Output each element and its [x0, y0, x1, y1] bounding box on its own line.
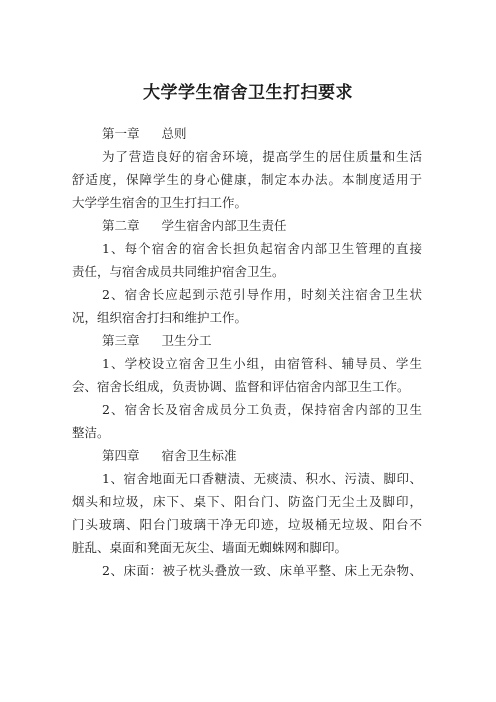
paragraph-line: 会、宿舍长组成，负责协调、监督和评估宿舍内部卫生工作。: [72, 379, 410, 394]
paragraph-line: 为了营造良好的宿舍环境，提高学生的居住质量和生活: [102, 149, 422, 164]
document-title: 大学学生宿舍卫生打扫要求: [143, 83, 353, 103]
chapter-heading: [72, 444, 422, 467]
chapter-name: 卫生分工: [161, 333, 212, 348]
paragraph-line: 烟头和垃圾，床下、桌下、阳台门、防盗门无尘土及脚印，: [72, 494, 422, 509]
chapter-heading: [72, 329, 422, 352]
paragraph-line: 1、每个宿舍的宿舍长担负起宿舍内部卫生管理的直接: [102, 241, 422, 256]
chapter-number: 第四章: [102, 448, 140, 463]
paragraph-line: 整洁。: [72, 425, 110, 440]
paragraph-line: 大学学生宿舍的卫生打扫工作。: [72, 195, 248, 210]
paragraph-line: 舒适度，保障学生的身心健康，制定本办法。本制度适用于: [72, 172, 422, 187]
paragraph-line: 2、宿舍长及宿舍成员分工负责，保持宿舍内部的卫生: [102, 402, 422, 417]
paragraph-line: 况，组织宿舍打扫和维护工作。: [72, 310, 248, 325]
chapter-name: 宿舍卫生标准: [161, 448, 237, 463]
paragraph-line: 责任，与宿舍成员共同维护宿舍卫生。: [72, 264, 285, 279]
chapter-number: 第三章: [102, 333, 140, 348]
chapter-number: 第一章: [102, 126, 140, 141]
chapter-name: 总则: [161, 126, 187, 141]
paragraph-line: 2、宿舍长应起到示范引导作用，时刻关注宿舍卫生状: [102, 287, 422, 302]
chapter-name: 学生宿舍内部卫生责任: [161, 218, 287, 233]
paragraph-line: 1、宿舍地面无口香糖渍、无痰渍、积水、污渍、脚印、: [102, 471, 422, 486]
chapter-number: 第二章: [102, 218, 140, 233]
paragraph-line: 门头玻璃、阳台门玻璃干净无印迹，垃圾桶无垃圾、阳台不: [72, 517, 422, 532]
chapter-heading: [72, 122, 422, 145]
document-body: [72, 122, 422, 582]
paragraph-line: 1、学校设立宿舍卫生小组，由宿管科、辅导员、学生: [102, 356, 422, 371]
paragraph-line: 2、床面：被子枕头叠放一致、床单平整、床上无杂物、: [102, 563, 422, 578]
chapter-heading: [72, 214, 422, 237]
paragraph-line: 脏乱、桌面和凳面无灰尘、墙面无蜘蛛网和脚印。: [72, 540, 348, 555]
